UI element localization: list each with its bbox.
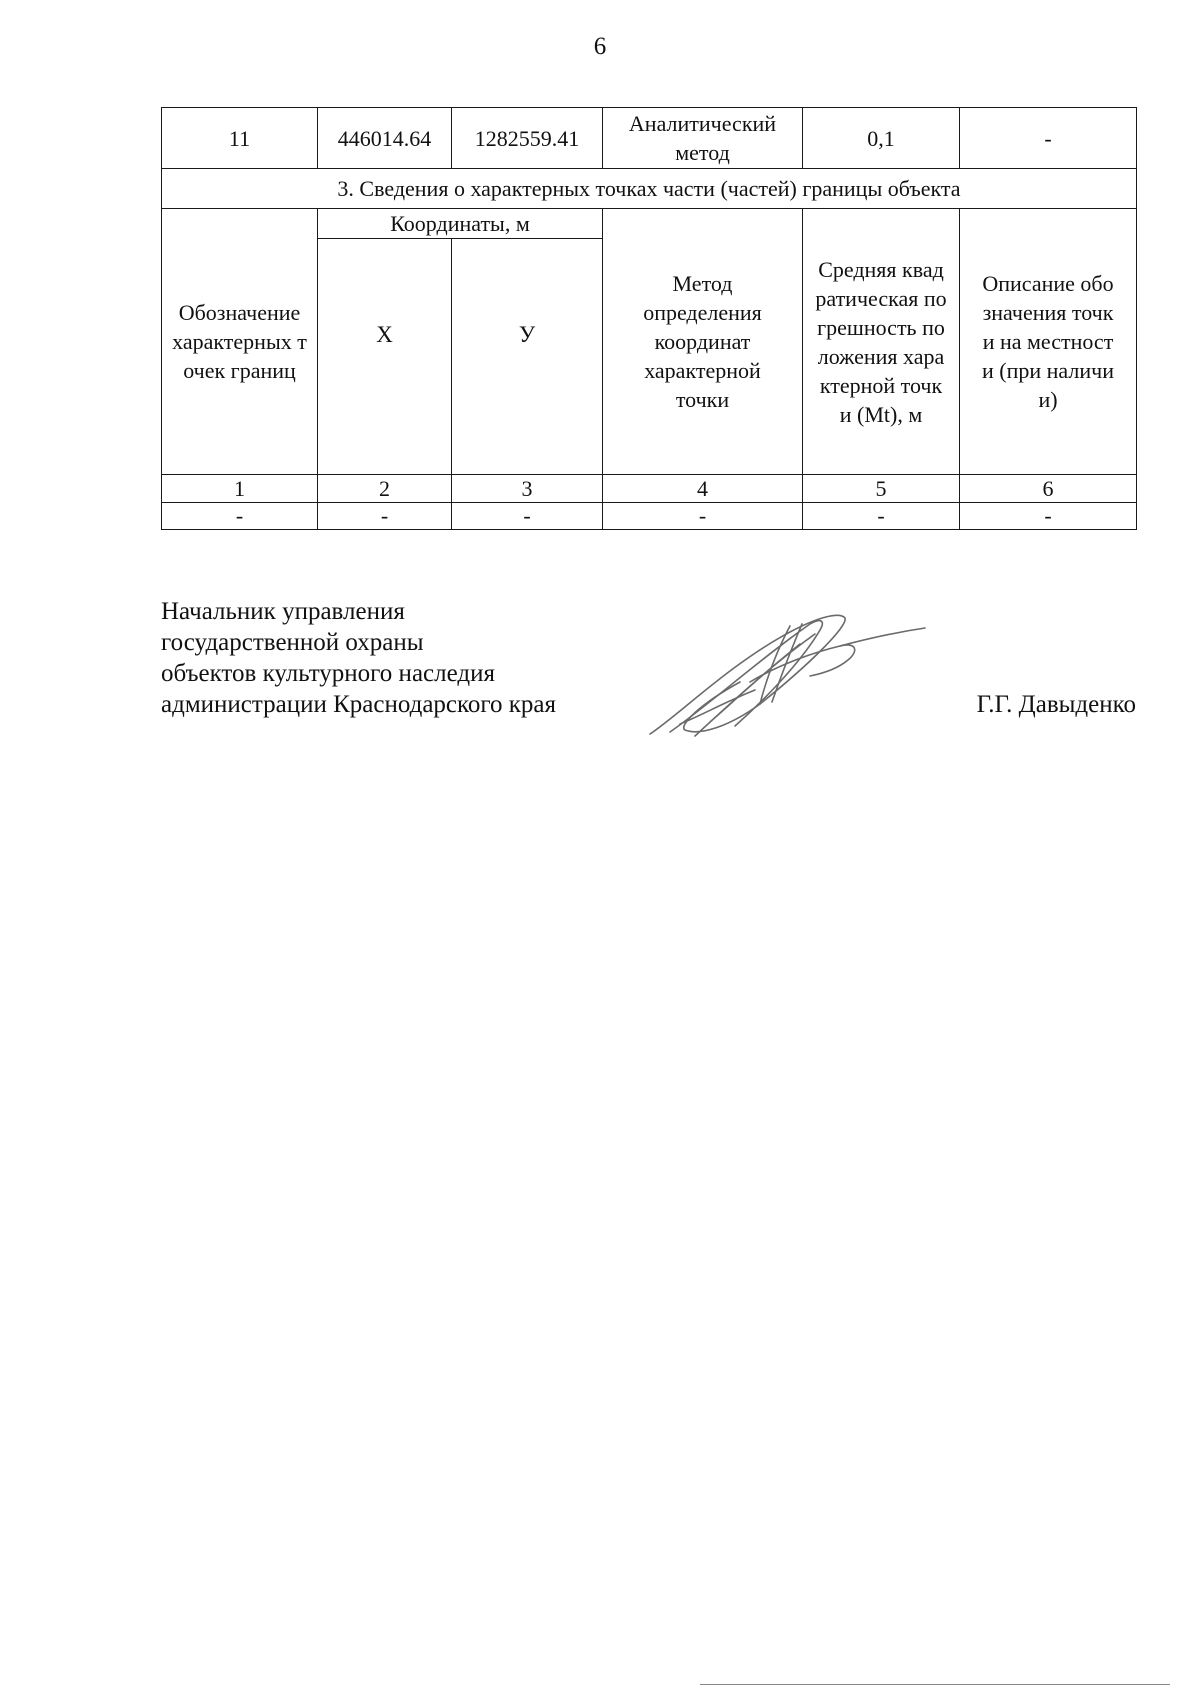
column-numbers-row (162, 475, 1137, 503)
column-number: 1 (162, 475, 318, 503)
point-number-cell: 11 (162, 108, 318, 169)
empty-cell: - (803, 503, 960, 530)
header-method-text: Метод определения координат характерной точки (643, 271, 762, 412)
section-title-row (162, 169, 1137, 209)
column-number: 5 (803, 475, 960, 503)
header-coordinates: Координаты, м (318, 209, 603, 239)
method-text: Аналитический метод (628, 111, 777, 165)
y-coordinate-cell: 1282559.41 (452, 108, 603, 169)
column-number: 2 (318, 475, 452, 503)
empty-cell: - (318, 503, 452, 530)
column-number: 4 (603, 475, 803, 503)
table-row (162, 108, 1137, 169)
signer-title-line: объектов культурного наследия (161, 660, 495, 687)
header-method (603, 209, 803, 475)
header-y: У (452, 239, 603, 475)
header-description-text: Описание обозначения точки на местности (при наличии) (982, 271, 1114, 412)
header-accuracy (803, 209, 960, 475)
table-row (162, 503, 1137, 530)
description-cell: - (960, 108, 1137, 169)
empty-cell: - (603, 503, 803, 530)
header-accuracy-text: Средняя квадратическая погрешность положения характерной точки (Mt), м (815, 256, 947, 427)
header-row (162, 209, 1137, 239)
accuracy-cell: 0,1 (803, 108, 960, 169)
column-number: 6 (960, 475, 1137, 503)
method-cell (603, 108, 803, 169)
footer-divider (700, 1684, 1170, 1685)
signer-title-line: государственной охраны (161, 629, 424, 656)
x-coordinate-cell: 446014.64 (318, 108, 452, 169)
header-point-designation-text: Обозначение характерных точек границ (172, 300, 307, 383)
empty-cell: - (960, 503, 1137, 530)
signer-title-line: администрации Краснодарского края (161, 691, 557, 718)
page-number: 6 (593, 33, 607, 60)
signer-title-line: Начальник управления (161, 598, 405, 625)
header-point-designation (162, 209, 318, 475)
handwritten-signature (640, 604, 930, 744)
boundary-points-table (161, 107, 1137, 530)
column-number: 3 (452, 475, 603, 503)
header-description (960, 209, 1137, 475)
header-x: Х (318, 239, 452, 475)
signer-title (161, 596, 556, 720)
empty-cell: - (162, 503, 318, 530)
section-title: 3. Сведения о характерных точках части (частей) границы объекта (162, 169, 1137, 209)
empty-cell: - (452, 503, 603, 530)
signer-name: Г.Г. Давыденко (976, 691, 1136, 718)
